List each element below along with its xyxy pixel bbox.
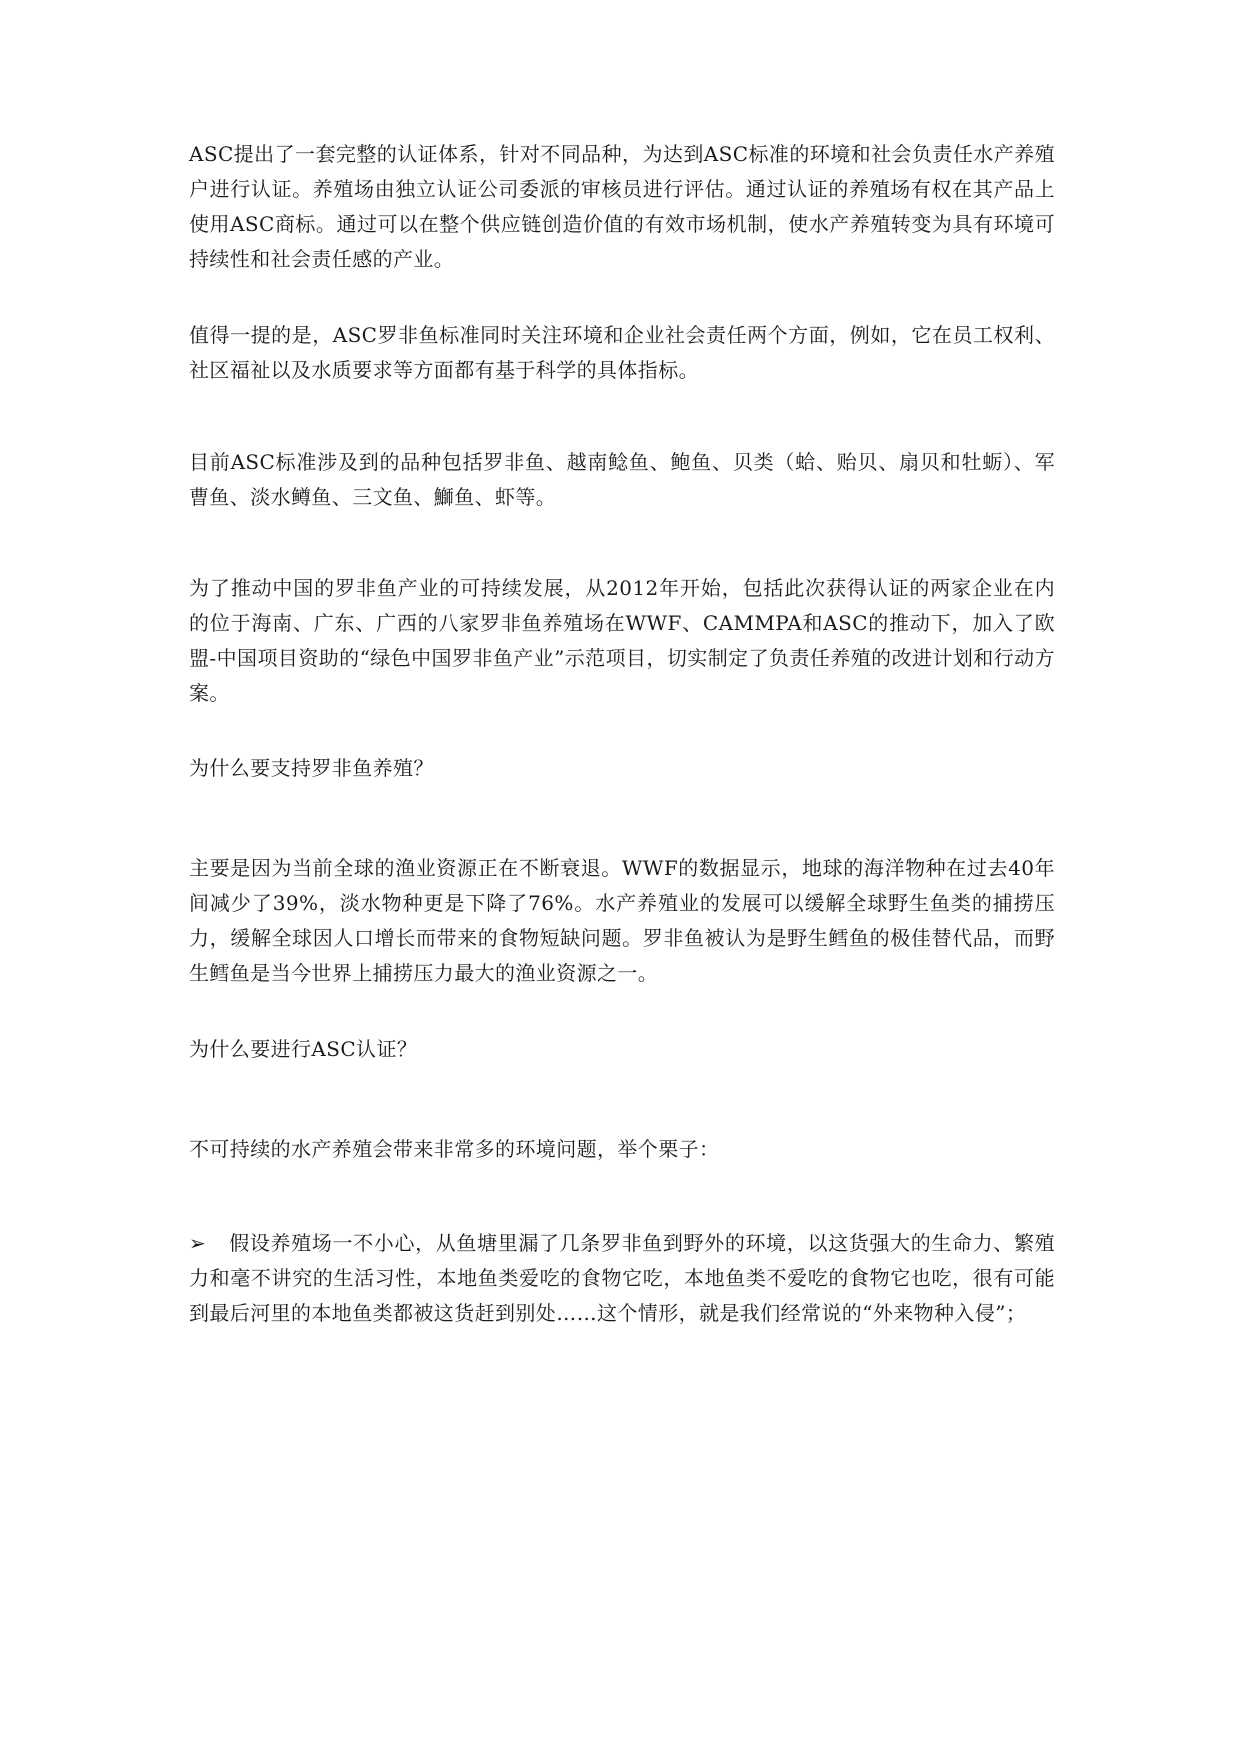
paragraph-asc-tilapia-standard: 值得一提的是，ASC罗非鱼标准同时关注环境和企业社会责任两个方面，例如，它在员工权利、社区福祉以及水质要求等方面都有基于科学的具体指标。 (189, 323, 1055, 382)
heading-why-asc-certification: 为什么要进行ASC认证？ (189, 1037, 418, 1061)
bullet-text: 假设养殖场一不小心，从鱼塘里漏了几条罗非鱼到野外的环境，以这货强大的生命力、繁殖力和毫不讲究的生活习性，本地鱼类爱吃的食物它吃，本地鱼类不爱吃的食物它也吃，很有可能到最后河里的本地鱼类都被这货赶到别处……这个情形，就是我们经常说的“外来物种入侵”； (189, 1231, 1055, 1325)
paragraph-asc-species: 目前ASC标准涉及到的品种包括罗非鱼、越南鲶鱼、鲍鱼、贝类（蛤、贻贝、扇贝和牡蛎）、军曹鱼、淡水鳟鱼、三文鱼、鰤鱼、虾等。 (189, 450, 1055, 509)
paragraph-asc-certification-system: ASC提出了一套完整的认证体系，针对不同品种，为达到ASC标准的环境和社会负责任水产养殖户进行认证。养殖场由独立认证公司委派的审核员进行评估。通过认证的养殖场有权在其产品上使用ASC商标。通过可以在整个供应链创造价值的有效市场机制，使水产养殖转变为具有环境可持续性和社会责任感的产业。 (189, 142, 1055, 271)
paragraph-environmental-problems: 不可持续的水产养殖会带来非常多的环境问题，举个栗子： (189, 1137, 720, 1161)
bullet-invasive-species (189, 1226, 1055, 1331)
paragraph-china-tilapia-project: 为了推动中国的罗非鱼产业的可持续发展，从2012年开始，包括此次获得认证的两家企业在内的位于海南、广东、广西的八家罗非鱼养殖场在WWF、CAMMPA和ASC的推动下，加入了欧盟-中国项目资助的“绿色中国罗非鱼产业”示范项目，切实制定了负责任养殖的改进计划和行动方案。 (189, 576, 1055, 705)
paragraph-fishery-decline: 主要是因为当前全球的渔业资源正在不断衰退。WWF的数据显示，地球的海洋物种在过去40年间减少了39%，淡水物种更是下降了76%。水产养殖业的发展可以缓解全球野生鱼类的捕捞压力，缓解全球因人口增长而带来的食物短缺问题。罗非鱼被认为是野生鳕鱼的极佳替代品，而野生鳕鱼是当今世界上捕捞压力最大的渔业资源之一。 (189, 856, 1055, 985)
heading-why-support-tilapia: 为什么要支持罗非鱼养殖？ (189, 756, 434, 780)
arrow-bullet-icon: ➢ (189, 1231, 207, 1255)
